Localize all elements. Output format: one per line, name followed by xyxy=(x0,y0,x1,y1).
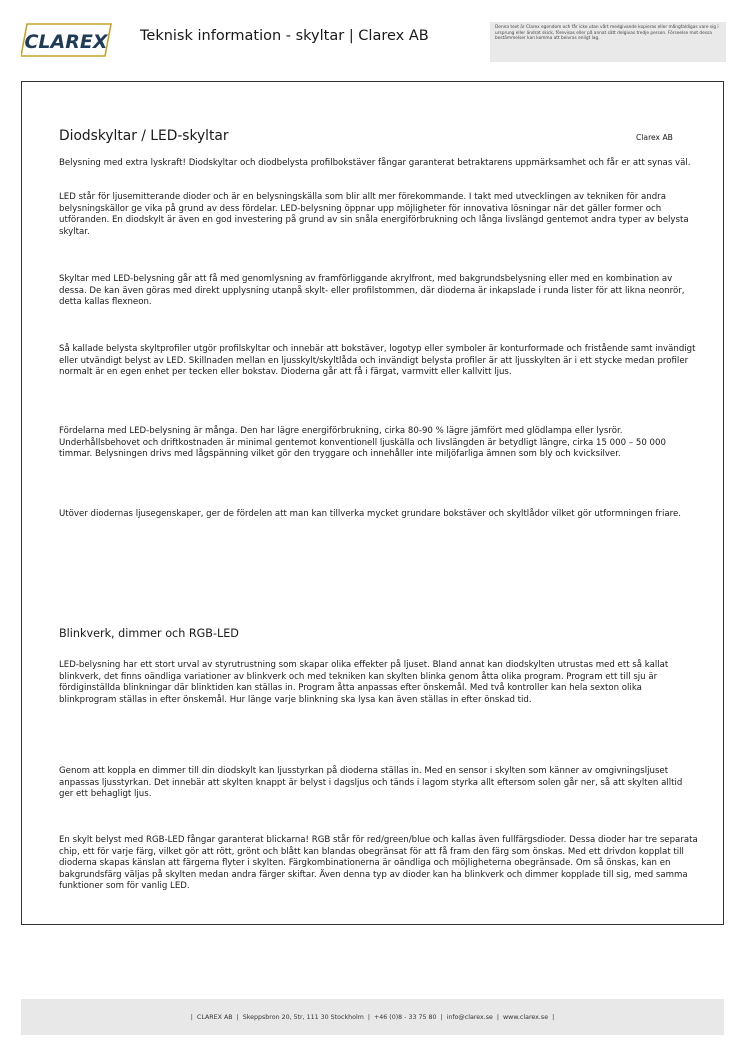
logo-text: CLAREX xyxy=(24,31,108,53)
copyright-disclaimer: Denna text är Clarex egendom och får icke utan vårt medgivande kopieras eller mångfaldigas vare sig i ursprung eller ändrat skick, förevisas eller på annat sätt delgivas tredje person. Förseelse mot dessa bestämmelser kan komma att beivras enligt lag. xyxy=(490,22,726,62)
paragraph-2: LED står för ljusemitterande dioder och är en belysningskälla som blir allt mer förekommande. I takt med utvecklingen av tekniken för andra belysningskällor ge vika på grund av dess fördelar. LED-belysning öppnar upp möjligheter för innovativa lösningar när det gäller former och utföranden. En diodskylt är även en god investering på grund av sin snåla energiförbrukning och långa livslängd gentemot andra typer av belysta skyltar. xyxy=(59,192,689,237)
paragraph-9: En skylt belyst med RGB-LED fångar garanterat blickarna! RGB står för red/green/blue och kallas även fullfärgsdioder. Dessa dioder har tre separata chip, ett för varje färg, vilket gör att rött, grönt och blått kan blandas obegränsat för att få fram den färg som önskas. Med ett drivdon kopplat till dioderna skapas känslan att färgerna flyter i skylten. Färgkombinationerna är oändliga och möjligheterna obegränsade. Om så önskas, kan en bakgrundsfärg väljas på skylten medan andra färger skiftar. Även denna typ av dioder kan ha blinkverk och dimmer kopplade till sig, med samma funktioner som för vanlig LED. xyxy=(59,835,698,892)
document-body xyxy=(21,81,724,925)
header-title: Teknisk information - skyltar | Clarex AB xyxy=(140,28,429,44)
paragraph-1: Belysning med extra lyskraft! Diodskyltar och diodbelysta profilbokstäver fångar garanterat betraktarens uppmärksamhet och får er att synas väl. xyxy=(59,158,691,168)
company-label: Clarex AB xyxy=(636,133,673,142)
page-footer: | CLAREX AB | Skeppsbron 20, 5tr, 111 30 Stockholm | +46 (0)8 - 33 75 80 | info@clarex.se | www.clarex.se | xyxy=(21,999,724,1035)
paragraph-4: Så kallade belysta skyltprofiler utgör profilskyltar och innebär att bokstäver, logotyp eller symboler är konturformade och fristående samt invändigt eller utvändigt belyst av LED. Skillnaden mellan en ljusskylt/skyltlåda och invändigt belysta profiler är att ljusskylten är i ett stycke medan profiler normalt är en egen enhet per tecken eller bokstav. Dioderna går att få i färgat, varmvitt eller kallvitt ljus. xyxy=(59,344,696,378)
paragraph-6: Utöver diodernas ljusegenskaper, ger de fördelen att man kan tillverka mycket grundare bokstäver och skyltlådor vilket gör utformningen friare. xyxy=(59,509,681,519)
paragraph-3: Skyltar med LED-belysning går att få med genomlysning av framförliggande akrylfront, med bakgrundsbelysning eller med en kombination av dessa. De kan även göras med direkt upplysning utanpå skylt- eller profilstommen, där dioderna är inkapslade i runda lister för att likna neonrör, detta kallas flexneon. xyxy=(59,274,685,308)
paragraph-5: Fördelarna med LED-belysning är många. Den har lägre energiförbrukning, cirka 80-90 % lägre jämfört med glödlampa eller lysrör. Underhållsbehovet och driftkostnaden är minimal gentemot konventionell ljuskälla och livslängden är betydligt längre, cirka 15 000 – 50 000 timmar. Belysningen drivs med lågspänning vilket gör den tryggare och innehåller inte miljöfarliga ämnen som bly och kvicksilver. xyxy=(59,426,666,460)
paragraph-7: LED-belysning har ett stort urval av styrutrustning som skapar olika effekter på ljuset. Bland annat kan diodskylten utrustas med ett så kallat blinkverk, det finns oändliga variationer av blinkverk och med tekniken kan skylten blinka genom åtta olika program. Program ett till sju är fördiginställda blinkningar där blinktiden kan ställas in. Program åtta anpassas efter önskemål. Med två kontroller kan hela sexton olika blinkprogram ställas in efter önskemål. Hur länge varje blinkning ska lysa kan även ställas in efter önskad tid. xyxy=(59,660,669,705)
page-header xyxy=(0,0,746,70)
paragraph-8: Genom att koppla en dimmer till din diodskylt kan ljusstyrkan på dioderna ställas in. Med en sensor i skylten som känner av omgivningsljuset anpassas ljusstyrkan. Det innebär att skylten knappt är belyst i dagsljus och tänds i lagom styrka allt eftersom solen går ner, så att skylten alltid ger ett behagligt ljus. xyxy=(59,766,683,800)
document-heading: Diodskyltar / LED-skyltar xyxy=(59,128,229,144)
section-heading: Blinkverk, dimmer och RGB-LED xyxy=(59,627,239,640)
clarex-logo xyxy=(21,21,113,59)
